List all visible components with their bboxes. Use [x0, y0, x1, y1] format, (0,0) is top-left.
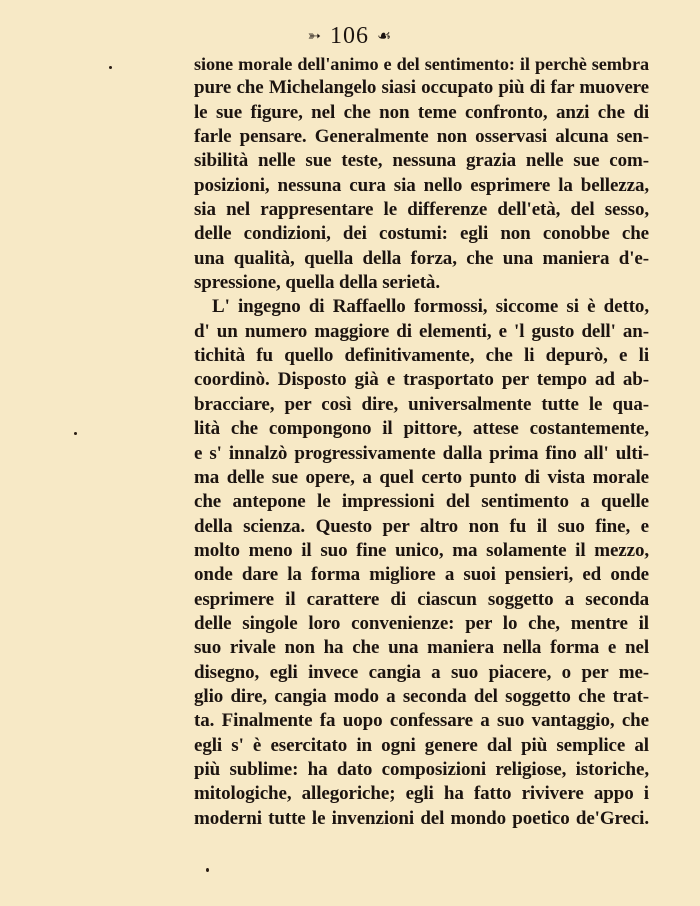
- text-line: spressione, quella della serietà.: [194, 272, 440, 294]
- text-line: tichità fu quello definitivamente, che li depurò, e li: [194, 345, 649, 367]
- text-line: disegno, egli invece cangia a suo piacere, o per me-: [194, 661, 649, 683]
- page-header: [0, 22, 700, 51]
- left-ornament-icon: ➳: [307, 28, 323, 46]
- text-line: lità che compongono il pittore, attese costantemente,: [194, 418, 649, 440]
- text-line: e s' innalzò progressivamente dalla prima fino all' ulti-: [194, 442, 649, 464]
- ink-speck: [206, 868, 209, 872]
- text-line: sione morale dell'animo e del sentimento: il perchè sembra: [194, 54, 649, 74]
- text-line: più sublime: ha dato composizioni religiose, istoriche,: [194, 758, 649, 780]
- page-number: 106: [330, 23, 370, 49]
- text-line: coordinò. Disposto già e trasportato per tempo ad ab-: [194, 369, 649, 391]
- text-line: delle singole loro convenienze: per lo che, mentre il: [194, 612, 649, 634]
- text-line: d' un numero maggiore di elementi, e 'l gusto dell' an-: [194, 320, 649, 342]
- text-line: onde dare la forma migliore a suoi pensieri, ed onde: [194, 564, 649, 586]
- text-line: della scienza. Questo per altro non fu il suo fine, e: [194, 515, 649, 537]
- text-line: sibilità nelle sue teste, nessuna grazia nelle sue com-: [194, 150, 649, 172]
- text-line: le sue figure, nel che non teme confronto, anzi che di: [194, 101, 649, 123]
- ink-speck: [109, 66, 112, 69]
- text-line: delle condizioni, dei costumi: egli non conobbe che: [194, 223, 649, 245]
- text-line: ma delle sue opere, a quel certo punto di vista morale: [194, 466, 649, 488]
- text-line: sia nel rappresentare le differenze dell'età, del sesso,: [194, 199, 649, 221]
- paragraph: [194, 52, 649, 295]
- text-line: molto meno il suo fine unico, ma solamente il mezzo,: [194, 539, 649, 561]
- text-line: moderni tutte le invenzioni del mondo poetico de'Greci.: [194, 807, 649, 829]
- text-line: suo rivale non ha che una maniera nella forma e nel: [194, 637, 649, 659]
- text-line: che antepone le impressioni del sentimento a quelle: [194, 491, 649, 513]
- text-line: glio dire, cangia modo a seconda del soggetto che trat-: [194, 685, 649, 707]
- text-line: ta. Finalmente fa uopo confessare a suo vantaggio, che: [194, 710, 649, 732]
- right-ornament-icon: ☙: [377, 28, 393, 46]
- text-line: L' ingegno di Raffaello formossi, siccome si è detto,: [212, 296, 649, 318]
- text-line: bracciare, per così dire, universalmente tutte le qua-: [194, 393, 649, 415]
- ink-speck: [74, 432, 77, 435]
- text-line: mitologiche, allegoriche; egli ha fatto rivivere appo i: [194, 783, 649, 805]
- text-line: pure che Michelangelo siasi occupato più di far muovere: [194, 77, 649, 99]
- body-text: [194, 52, 649, 831]
- paragraph: [194, 295, 649, 831]
- text-line: esprimere il carattere di ciascun soggetto a seconda: [194, 588, 649, 610]
- text-line: farle pensare. Generalmente non osservasi alcuna sen-: [194, 126, 649, 148]
- text-line: posizioni, nessuna cura sia nello esprimere la bellezza,: [194, 174, 649, 196]
- text-line: una qualità, quella della forza, che una maniera d'e-: [194, 247, 649, 269]
- text-line: egli s' è esercitato in ogni genere dal più semplice al: [194, 734, 649, 756]
